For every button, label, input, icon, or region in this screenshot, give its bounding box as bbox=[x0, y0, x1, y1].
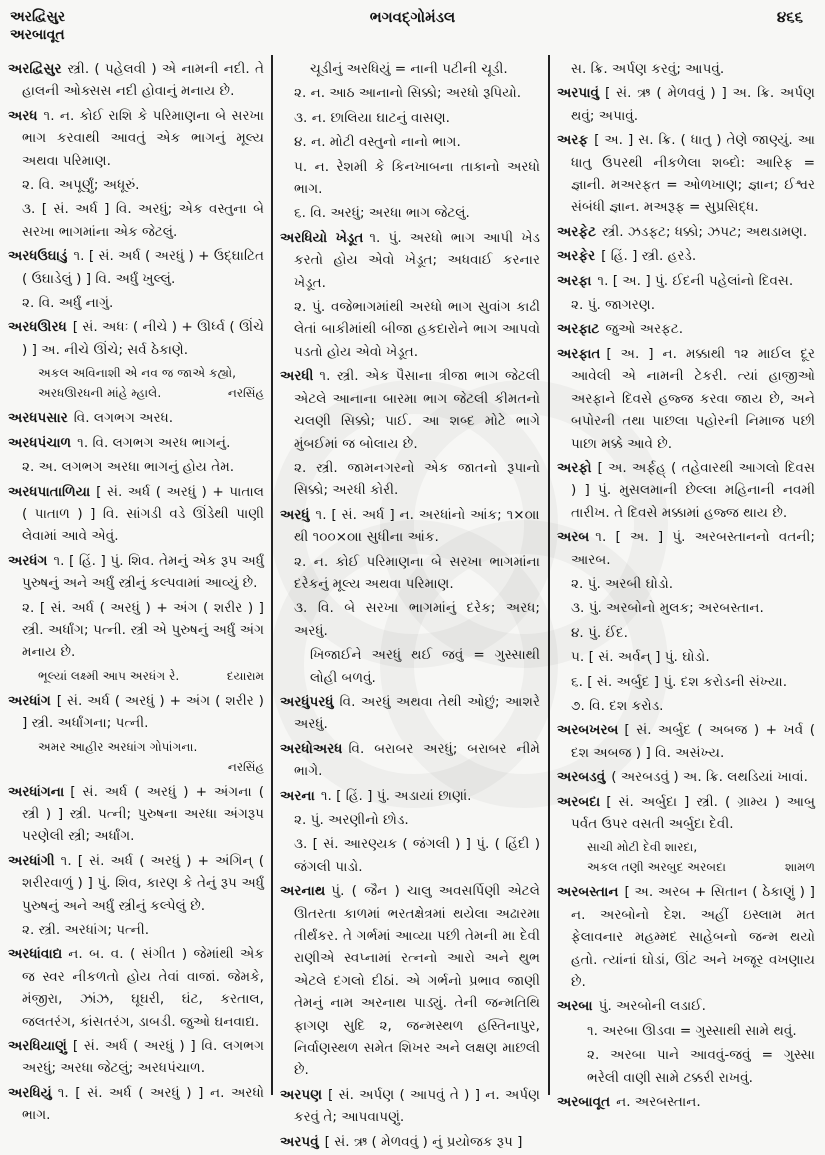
dictionary-entry bbox=[8, 690, 264, 735]
sense-definition: ૨. [ સં. અર્ધ ( અરધું ) + અંગ ( શરીર ) ] સ્ત્રી. અર્ધાંગ; પત્ની. સ્ત્રી એ પુરુષનું અર્ધું અંગ મનાય છે. bbox=[22, 599, 264, 661]
headword: અરધપસાર bbox=[8, 410, 68, 427]
headword: અરધિયું bbox=[8, 1084, 52, 1101]
dictionary-entry bbox=[8, 407, 264, 429]
quotation-author: દયારામ bbox=[226, 668, 264, 683]
quotation bbox=[8, 666, 264, 686]
dictionary-entry bbox=[8, 245, 264, 290]
sense-definition: ૩. [ સં. અર્ધ ] વિ. અરધું; એક વસ્તુના બે સરખા ભાગમાંના એક જેટલું. bbox=[22, 201, 264, 240]
quotation-text: અકલ અવિનાશી એ નવ જ જાએ કહ્યો, bbox=[38, 366, 237, 381]
sense-definition: ૨. ન. આઠ આનાનો સિક્કો; અરધો રૂપિયો. bbox=[294, 85, 522, 102]
dictionary-entry bbox=[8, 316, 264, 361]
sense-definition: ૩. પું. અરબોનો મુલક; અરબસ્તાન. bbox=[571, 600, 764, 617]
dictionary-entry bbox=[557, 318, 815, 340]
sense-definition: ૫. [ સં. અર્વન્ ] પું. ઘોડો. bbox=[571, 649, 710, 666]
definition: [ સં. અર્ધ ( અરધું ) ] વિ. લગભગ અરધું; અરધા જેટલું; અરધપંચાળ. bbox=[22, 1038, 264, 1077]
quotation-text: સાચી મોટી દેવી શારદા, bbox=[587, 840, 698, 855]
definition: વિ. અરધું અથવા તેથી ઓછું; આશરે અરધું. bbox=[294, 693, 540, 733]
dictionary-entry bbox=[280, 227, 540, 294]
dictionary-entry bbox=[557, 719, 815, 764]
headword: અરફાટ bbox=[557, 321, 600, 338]
definition: વિ. બરાબર અરધું; બરાબર નીમે ભાગે. bbox=[294, 740, 540, 780]
definition: જુઓ અરફટ. bbox=[605, 321, 684, 338]
column-2 bbox=[280, 58, 540, 1155]
definition: ૧. ન. કોઈ રાશિ કે પરિમાણના બે સરખા ભાગ કરવાથી આવતું એક ભાગનું મૂલ્ય અથવા પરિમાણ. bbox=[22, 107, 264, 169]
headword: અરધઉઘાડું bbox=[8, 248, 68, 265]
dictionary-entry bbox=[557, 270, 815, 292]
dictionary-entry bbox=[8, 432, 264, 454]
dictionary-entry bbox=[280, 365, 540, 455]
headword: અરફો bbox=[557, 459, 592, 476]
dictionary-entry bbox=[280, 504, 540, 549]
dictionary-entry bbox=[8, 1035, 264, 1080]
definition: સ્ત્રી. ઝડફટ; ધક્કો; ઝપટ; અથડામણ. bbox=[602, 223, 808, 240]
sense-definition: ૨. પું. અરણીનો છોડ. bbox=[294, 812, 409, 828]
sense-definition: ૨. પું. જાગરણ. bbox=[571, 297, 656, 314]
sense-definition: ૬. વિ. અરધું; અરધા ભાગ જેટલું. bbox=[294, 205, 470, 222]
headword: અરધઊરધ bbox=[8, 319, 67, 336]
sense-definition: ૬. [ સં. અર્બુદ ] પું. દશ કરોડની સંખ્યા. bbox=[571, 673, 788, 690]
headword: અરબદા bbox=[557, 793, 601, 810]
sense-definition: ૨. અ. લગભગ અરધા ભાગનું હોય તેમ. bbox=[22, 459, 235, 476]
dictionary-entry bbox=[280, 691, 540, 736]
sense-definition: ૨. વિ. અપૂર્ણું; અધૂરું. bbox=[22, 177, 140, 194]
quotation-text: અરધઊરધની માંહે મ્હાલે. bbox=[38, 386, 162, 401]
column-divider bbox=[548, 55, 550, 1095]
sense-definition: ૨. સ્ત્રી. જામનગરનો એક જાતનો રૂપાનો સિક્કો; અરધી કોરી. bbox=[294, 459, 540, 499]
headword: અરબખરબ bbox=[557, 722, 619, 739]
headword: અરધપંચાળ bbox=[8, 434, 72, 451]
sense-definition: ૨. સ્ત્રી. અરધાંગ; પત્ની. bbox=[22, 922, 150, 938]
headword: અરધાંગના bbox=[8, 783, 65, 800]
definition: [ સં. અર્પણ ( આપવું તે ) ] ન. અર્પણ કરવું તે; આપવાપણું. bbox=[294, 1086, 540, 1126]
definition: ન. બ. વ. ( સંગીત ) જેમાંથી એક જ સ્વર નીકળતો હોય તેવાં વાજાં. જેમકે, મંજીરા, ઝાંઝ, ઘૂઘરી, ઘંટ, કરતાલ, જલતરંગ, કાંસતરંગ, ડાબડી. જુઓ ઘનવાદ્ય. bbox=[22, 946, 264, 1030]
idiom-phrase: ૧. અરબા ઊડવા = ગુસ્સાથી સામે થવું. bbox=[587, 1022, 797, 1039]
headword: અરપણ bbox=[280, 1086, 323, 1103]
headword: અરફાત bbox=[557, 345, 601, 362]
definition: [ સં. અર્ધ ( અરધું ) + પાતાલ ( પાતાળ ) ] વિ. સાંગડી વડે ઊંડેથી પાણી લેવામાં આવે એવું. bbox=[22, 483, 264, 545]
sense-definition: ૪. ન. મોટી વસ્તુનો નાનો ભાગ. bbox=[294, 134, 461, 151]
definition: ૧. [ સં. અર્ધ ] ન. અરધાંનો આંક; ૧×૦॥ થી ૧૦૦×૦॥ સુધીના આંક. bbox=[294, 506, 540, 546]
idiom-phrase: ૨. અરબા પાને આવવું-જવું = ગુસ્સા ભરેલી વાણી સામે ટક્કરી રાખવું. bbox=[587, 1047, 815, 1086]
headword: અરફેર bbox=[557, 248, 596, 265]
guide-word-first: અરદ્વિસુર bbox=[10, 9, 66, 25]
headword: અરધ bbox=[8, 107, 38, 124]
dictionary-entry bbox=[557, 221, 815, 243]
column-3 bbox=[557, 58, 815, 1115]
headword: અરબા bbox=[557, 998, 593, 1015]
definition: ૧. [ સં. અર્ધ ( અરધું ) + અંગિન્ ( શરીરવાળું ) ] પું. શિવ, કારણ કે તેનું રૂપ અર્ધું પુરુષનું અને અર્ધું સ્ત્રીનું કલ્પેલું છે. bbox=[22, 852, 264, 914]
quotation bbox=[8, 363, 264, 403]
quotation-author: શામળ bbox=[784, 860, 815, 875]
definition: વિ. લગભગ અરધ. bbox=[73, 410, 174, 427]
dictionary-title: ભગવદ્ગોમંડલ bbox=[369, 8, 456, 26]
definition: પું. ( જૈન ) ચાલુ અવસર્પિણી એટલે ઊતરતા કાળમાં ભરતક્ષેત્રમાં થયેલા અઢારમા તીર્થંકર. તે ગર્ભમાં આવ્યા પછી તેમની મા દેવી રાણીએ સ્વપ્નામાં રત્નનો આરો અને થુભ એટલે દગલો દીઠાં. એ ગર્ભનો પ્રભાવ જાણી તેમનું નામ અરનાથ પાડ્યું. તેની જન્મતિથિ ફાગણ સુદિ ૨, જન્મસ્થળ હસ્તિનાપુર, નિર્વાણસ્થળ સમેત શિખર અને લક્ષણ માછલી છે. bbox=[294, 883, 540, 1079]
headword: અરબસ્તાન bbox=[557, 884, 619, 901]
headword: અરનાથ bbox=[280, 883, 326, 900]
definition: ન. અરબસ્તાન. bbox=[616, 1094, 701, 1111]
dictionary-entry bbox=[280, 738, 540, 783]
definition: ૧. વિ. લગભગ અરધ ભાગનું. bbox=[77, 434, 231, 451]
sense-definition: ૪. પું. ઈંદ. bbox=[571, 624, 628, 641]
headword: અરફેટ bbox=[557, 223, 596, 240]
headword: અરફ bbox=[557, 132, 589, 149]
dictionary-entry bbox=[8, 550, 264, 595]
definition: [ સં. ઋ ( મેળવવું ) નું પ્રયોજક રૂપ ] bbox=[324, 1133, 523, 1150]
quotation-text: અમર આહીર અરધાંગ ગોપાંગના. bbox=[38, 739, 198, 754]
sense-definition: ૨. વિ. અર્ધું નાગું. bbox=[22, 295, 114, 312]
definition: [ હિં. ] સ્ત્રી. હરડે. bbox=[601, 248, 697, 265]
dictionary-entry bbox=[280, 785, 540, 807]
headword: અરધાંગી bbox=[8, 852, 55, 869]
definition: ૧. પું. અરધો ભાગ આપી ખેડ કરતો હોય એવો ખેડૂત; અધવાઈ કરનાર ખેડૂત. bbox=[294, 229, 540, 291]
dictionary-entry bbox=[557, 129, 815, 219]
headword: અરધિયાણું bbox=[8, 1038, 67, 1055]
dictionary-entry bbox=[557, 526, 815, 571]
dictionary-entry bbox=[557, 995, 815, 1017]
headword: અરધાંવાદ્ય bbox=[8, 946, 63, 963]
headword: અરધી bbox=[280, 368, 314, 385]
headword: અરપવું bbox=[280, 1133, 319, 1150]
dictionary-entry bbox=[280, 1131, 540, 1153]
headword: અરબ bbox=[557, 529, 590, 546]
quotation-text: અકલ તણી અરબુદ અરબદા bbox=[587, 860, 726, 875]
headword: અરબડવું bbox=[557, 769, 606, 786]
quotation-line bbox=[38, 737, 264, 757]
headword: અરધિયો ખેડૂત bbox=[280, 229, 364, 246]
definition: ૧. [ સં. અર્ધ ( અરધું ) + ઉદ્ઘાટિત ( ઉઘાડેલું ) ] વિ. અર્ધું ખુલ્લું. bbox=[22, 248, 264, 287]
dictionary-entry bbox=[557, 457, 815, 524]
definition: સ્ત્રી. ( પહેલવી ) એ નામની નદી. તે હાલની ઓક્સસ નદી હોવાનું મનાય છે. bbox=[22, 61, 264, 100]
definition: [ સં. અર્ધ ( અરધું ) + અંગના ( સ્ત્રી ) ] સ્ત્રી. પત્ની; પુરુષના અરધા અંગરૂપ પરણેલી સ્ત્રી; અર્ધાંગ. bbox=[22, 783, 264, 845]
dictionary-entry bbox=[557, 881, 815, 993]
dictionary-entry bbox=[557, 791, 815, 836]
quotation-line bbox=[38, 383, 264, 403]
dictionary-entry bbox=[557, 343, 815, 455]
sense-definition: ૨. પું. વજેભાગમાંથી અરધો ભાગ સુવાંગ કાઢી લેતાં બાકીમાંથી બીજા હકદારોને ભાગ આપવો પડતો હોય એવો ખેડૂત. bbox=[294, 299, 540, 360]
definition: ૧. [ અ. ] પું. ઈદની પહેલાંનો દિવસ. bbox=[597, 272, 794, 289]
sense-definition: ૩. [ સં. આરણ્યક ( જંગલી ) ] પું. ( હિંદી ) જંગલી પાડો. bbox=[294, 836, 540, 875]
quotation-line bbox=[587, 857, 815, 877]
definition: ૧. સ્ત્રી. એક પૈસાના ત્રીજા ભાગ જેટલી એટલે આનાના બારમા ભાગ જેટલી કીમતનો ચલણી સિક્કો; પાઈ. આ શબ્દ મોટે ભાગે મુંબઈમાં જ બોલાય છે. bbox=[294, 368, 540, 452]
definition: [ અ. અરબ + સિતાન ( ઠેકાણું ) ] ન. અરબોનો દેશ. અહીં ઇસ્લામ મત ફેલાવનાર મહમ્મદ સાહેબનો જન્મ થયો હતો. ત્યાંનાં ઘોડાં, ઊંટ અને ખજૂર વખણાય છે. bbox=[571, 884, 815, 991]
headword: અરધપાતાળિયા bbox=[8, 483, 91, 500]
definition: ૧. [ અ. ] પું. અરબસ્તાનનો વતની; આરબ. bbox=[571, 529, 815, 568]
definition: ૧. [ હિં. ] પું. અડાયાં છાણાં. bbox=[320, 787, 472, 804]
quotation-author: નરસિંહ bbox=[227, 386, 264, 401]
quotation-author: નરસિંહ bbox=[227, 759, 264, 774]
headword: અરપાવું bbox=[557, 85, 599, 102]
definition: [ સં. ઋ ( મેળવવું ) ] અ. ક્રિ. અર્પણ થવું; અપાવું. bbox=[571, 85, 815, 124]
dictionary-entry bbox=[557, 1091, 815, 1113]
sense-definition: ૩. વિ. બે સરખા ભાગમાંનું દરેક; અરધ; અરધું. bbox=[294, 600, 540, 639]
dictionary-entry bbox=[557, 766, 815, 788]
sense-definition: ૩. ન. છાલિયા ઘાટનું વાસણ. bbox=[294, 109, 450, 126]
dictionary-entry bbox=[8, 1082, 264, 1127]
sense-definition: ૭. વિ. દશ કરોડ. bbox=[571, 697, 664, 714]
quotation-line bbox=[587, 837, 815, 857]
dictionary-entry bbox=[8, 781, 264, 848]
headword: અરના bbox=[280, 787, 315, 804]
headword: અરધોઅરધ bbox=[280, 740, 343, 757]
dictionary-entry bbox=[8, 58, 264, 103]
dictionary-entry bbox=[8, 481, 264, 548]
definition: [ અ. અર્ફહ્ ( તહેવારથી આગલો દિવસ ) ] પું. મુસલમાની છેલ્લા મહિનાની નવમી તારીખ. તે દિવસે મક્કામાં હજ્જ થાય છે. bbox=[571, 459, 815, 521]
quotation-line bbox=[38, 363, 264, 383]
definition: ( અરબડવું ) અ. ક્રિ. લથડિયાં ખાવાં. bbox=[611, 769, 808, 786]
headword: અરદ્વિસુર bbox=[8, 61, 62, 77]
headword: અરફા bbox=[557, 272, 592, 289]
definition: [ સં. અર્બુદા ] સ્ત્રી. ( ગ્રામ્ય ) આબુ પર્વત ઉપર વસતી અર્બુદા દેવી. bbox=[571, 793, 815, 832]
idiom-phrase: ખિજાઈને અરધું થઈ જવું = ગુસ્સાથી લોહી બળવું. bbox=[310, 647, 540, 686]
quotation bbox=[557, 837, 815, 877]
sense-definition: ૫. ન. રેશમી કે કિનખાબના તાકાનો અરધો ભાગ. bbox=[294, 158, 540, 198]
quotation-line bbox=[38, 666, 264, 686]
definition: ૧. [ સં. અર્ધ ( અરધું ) ] ન. અરધો ભાગ. bbox=[22, 1084, 264, 1124]
headword: અરબાવૂત bbox=[557, 1094, 611, 1111]
definition: ૧. [ હિં. ] પું. શિવ. તેમનું એક રૂપ અર્ધું પુરુષનું અને અર્ધું સ્ત્રીનું કલ્પવામાં આવ્યું છે. bbox=[22, 552, 264, 592]
sense-definition: ૨. ન. કોઈ પરિમાણના બે સરખા ભાગમાંના દરેકનું મૂલ્ય અથવા પરિમાણ. bbox=[294, 553, 540, 592]
headword: અરધુંપરધું bbox=[280, 693, 334, 710]
page-number: ૪૬૬ bbox=[776, 8, 803, 26]
definition: [ અ. ] ન. મક્કાથી ૧૨ માઈલ દૂર આવેલી એ નામની ટેકરી. ત્યાં હાજીઓ અરફાને દિવસે હજ્જ કરવા જાય છે, અને બપોરની તથા પાછલા પહોરની નિમાજ પછી પાછા મક્કે આવે છે. bbox=[571, 345, 815, 452]
guide-word-last: અરબાવૂત bbox=[10, 27, 65, 43]
dictionary-entry bbox=[8, 105, 264, 172]
idiom-phrase: ચૂડીનું અરધિયું = નાની પટીની ચૂડી. bbox=[310, 61, 508, 77]
definition: [ સં. અર્બુદ ( અબજ ) + ખર્વ ( દશ અબજ ) ] વિ. અસંખ્ય. bbox=[571, 722, 815, 761]
definition: [ સં. અર્ધ ( અરધું ) + અંગ ( શરીર ) ] સ્ત્રી. અર્ધાંગના; પત્ની. bbox=[22, 692, 264, 732]
headword: અરધંગ bbox=[8, 552, 48, 569]
quotation bbox=[8, 737, 264, 777]
sense-definition: ૨. પું. અરબી ઘોડો. bbox=[571, 575, 674, 592]
definition: [ અ. ] સ. ક્રિ. ( ધાતુ ) તેણે જાણ્યું. આ ધાતુ ઉપરથી નીકળેલા શબ્દો: આરિફ = જ્ઞાની. મઅરફત = ઓળખાણ; જ્ઞાન; ઈશ્વર સંબંધી જ્ઞાન. મઅરૂફ = સુપ્રસિદ્ધ. bbox=[571, 132, 815, 216]
headword: અરધું bbox=[280, 506, 310, 523]
column-divider bbox=[271, 55, 273, 1095]
column-1 bbox=[8, 58, 264, 1129]
dictionary-entry bbox=[557, 245, 815, 267]
quotation-text: ભૂલ્યાં લક્ષ્મી આપ અરધંગ રે. bbox=[38, 668, 180, 683]
dictionary-entry bbox=[557, 82, 815, 127]
sense-definition: સ. ક્રિ. અર્પણ કરવું; આપવું. bbox=[571, 61, 725, 77]
headword: અરધાંગ bbox=[8, 692, 51, 709]
definition: પું. અરબોની લડાઈ. bbox=[598, 998, 706, 1015]
dictionary-entry bbox=[280, 1084, 540, 1129]
dictionary-entry bbox=[8, 943, 264, 1033]
dictionary-entry bbox=[280, 880, 540, 1082]
definition: [ સં. અધઃ ( નીચે ) + ઊર્ધ્વ ( ઊંચે ) ] અ. નીચે ઊંચે; સર્વ ઠેકાણે. bbox=[22, 319, 264, 358]
dictionary-entry bbox=[8, 850, 264, 917]
